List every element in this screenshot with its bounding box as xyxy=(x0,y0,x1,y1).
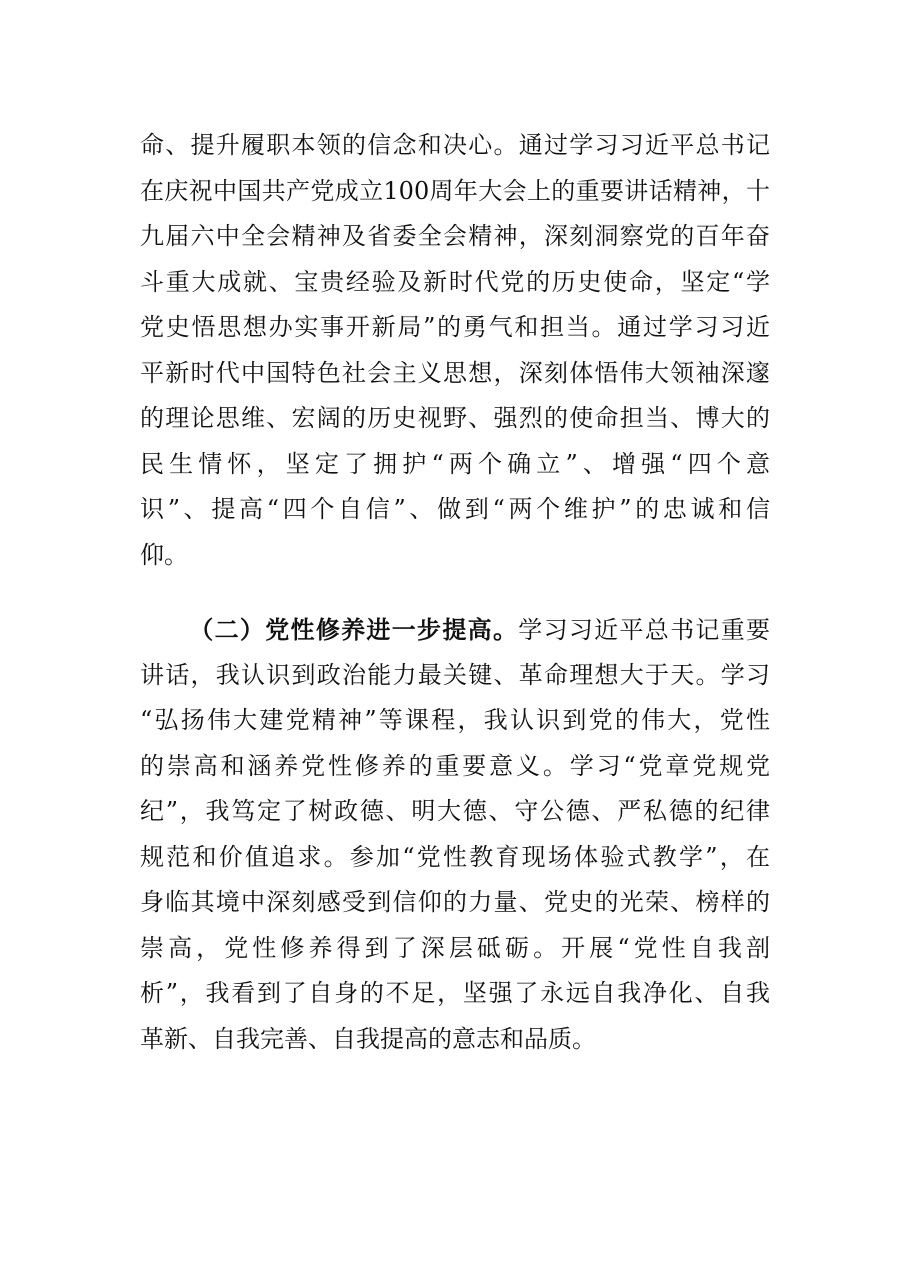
paragraph-line-text: 学习习近平总书记重要 xyxy=(518,616,770,644)
paragraph-line: 身临其境中深刻感受到信仰的力量、党史的光荣、榜样的 xyxy=(140,888,770,916)
paragraph-party-history-study xyxy=(140,123,770,578)
paragraph-line: 的崇高和涵养党性修养的重要意义。学习“党章党规党 xyxy=(140,751,770,780)
paragraph-first-line xyxy=(140,607,770,653)
paragraph-line: 平新时代中国特色社会主义思想，深刻体悟伟大领袖深邃 xyxy=(140,358,770,387)
paragraph-line: 识”、提高“四个自信”、做到“两个维护”的忠诚和信 xyxy=(140,495,770,523)
paragraph-line: 民生情怀，坚定了拥护“两个确立”、增强“四个意 xyxy=(140,449,770,478)
section-heading: （二）党性修养进一步提高。 xyxy=(188,615,519,644)
paragraph-line: 革新、自我完善、自我提高的意志和品质。 xyxy=(140,1024,596,1053)
paragraph-line: 纪”，我笃定了树政德、明大德、守公德、严私德的纪律 xyxy=(140,797,770,825)
paragraph-line: “弘扬伟大建党精神”等课程，我认识到党的伟大，党性 xyxy=(140,706,770,734)
paragraph-line: 党史悟思想办实事开新局”的勇气和担当。通过学习习近 xyxy=(140,313,770,341)
paragraph-line: 斗重大成就、宝贵经验及新时代党的历史使命，坚定“学 xyxy=(140,267,770,296)
paragraph-line: 命、提升履职本领的信念和决心。通过学习习近平总书记 xyxy=(140,131,770,159)
paragraph-line: 规范和价值追求。参加“党性教育现场体验式教学”，在 xyxy=(140,842,770,871)
paragraph-line: 九届六中全会精神及省委全会精神，深刻洞察党的百年奋 xyxy=(140,222,770,250)
paragraph-line: 仰。 xyxy=(140,540,188,569)
paragraph-line: 的理论思维、宏阔的历史视野、强烈的使命担当、博大的 xyxy=(140,404,770,432)
paragraph-line: 析”，我看到了自身的不足，坚强了永远自我净化、自我 xyxy=(140,979,770,1007)
paragraph-party-spirit-cultivation xyxy=(140,607,770,1062)
paragraph-line: 在庆祝中国共产党成立100周年大会上的重要讲话精神，十 xyxy=(140,176,770,205)
paragraph-line: 讲话，我认识到政治能力最关键、革命理想大于天。学习 xyxy=(140,660,770,689)
paragraph-line: 崇高，党性修养得到了深层砥砺。开展“党性自我剖 xyxy=(140,933,770,962)
